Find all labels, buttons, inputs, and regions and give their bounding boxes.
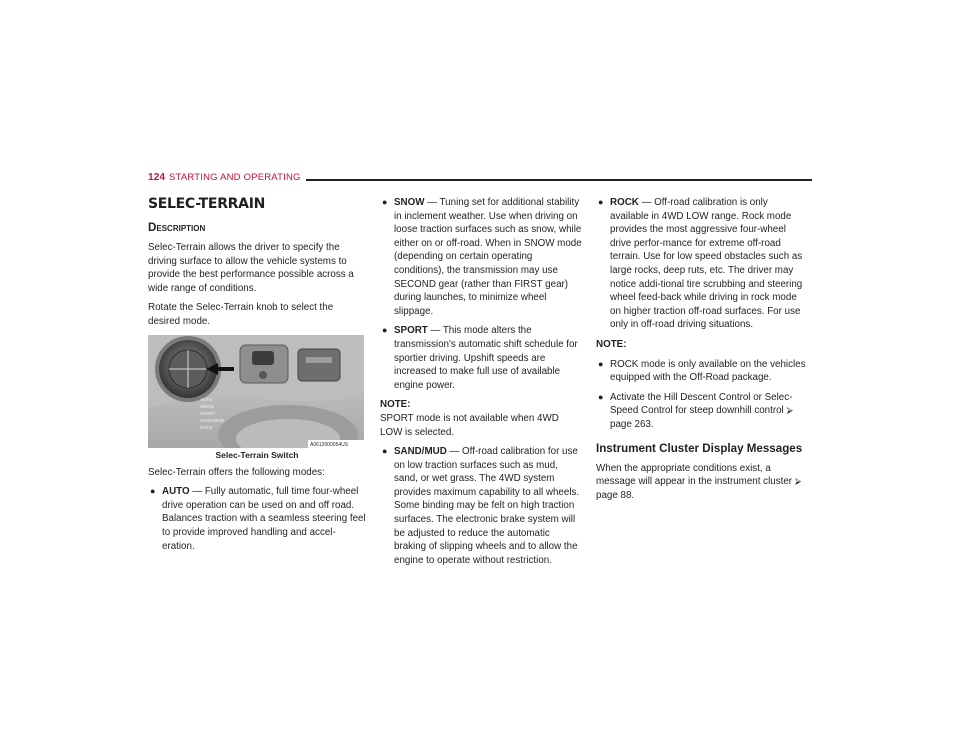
mode-rock-text: — Off-road calibration is only available in 4WD LOW range. Rock mode provides the most aggressive four-wheel drive perfor-mance for extreme off-road terrain. Use for low speed obstacles such as large rocks, deep ruts, etc. The driver may notice addi-tional tire scrubbing and steering wheel feed-back while driving in rock mode on higher traction off-road surfaces. For use only in off-road driving situations. <box>610 197 803 331</box>
xref-page-88[interactable]: page 88. <box>596 489 635 501</box>
note-item-text: Activate the Hill Descent Control or Selec-Speed Control for steep downhill control <box>610 391 793 417</box>
bullet-icon: ● <box>382 325 388 336</box>
section-title: STARTING AND OPERATING <box>169 172 301 183</box>
page-title: SELEC-TERRAIN <box>148 196 266 212</box>
knob-label-rock: ROCK <box>200 424 214 430</box>
column-1 <box>148 196 366 559</box>
mode-snow <box>380 196 582 318</box>
bullet-icon: ● <box>382 197 388 207</box>
cluster-text: When the appropriate conditions exist, a message will appear in the instrument cluster <box>596 462 795 488</box>
bullet-icon: ● <box>382 446 388 457</box>
modes-intro: Selec-Terrain offers the following modes: <box>148 466 325 478</box>
selec-terrain-figure <box>148 335 364 448</box>
bullet-icon: ● <box>598 358 604 369</box>
mode-sport <box>380 324 582 392</box>
mode-sport-term: SPORT <box>394 325 428 337</box>
mode-snow-text: — Tuning set for additional stability in inclement weather. Use when driving on loose traction surfaces such as snow, while either on or off-road. When in SNOW mode (depending on certain operating conditions), the transmission may use SECOND gear (rather than FIRST gear) during launches, to minimize wheel slippage. <box>394 197 582 317</box>
description-heading: Description <box>148 221 206 234</box>
column-3 <box>596 196 808 508</box>
mode-sand-mud-text: — Off-road calibration for use on low traction surfaces such as mud, sand, or wet grass. The 4WD system provides maximum capability to all wheels. Some binding may be felt on high traction surfaces. The electronic brake system will be adjusted to reduce the automatic braking of slipping wheels and to allow the engine to operate without restriction. <box>394 446 580 566</box>
mode-rock <box>596 196 808 332</box>
bullet-icon: ● <box>150 486 156 497</box>
knob-label-auto: AUTO <box>200 396 213 402</box>
bullet-icon: ● <box>598 197 604 207</box>
knob-label-sand-mud: SAND/MUD <box>200 417 225 423</box>
mode-sand-mud-term: SAND/MUD <box>394 446 447 458</box>
rotate-paragraph: Rotate the Selec-Terrain knob to select the desired mode. <box>148 302 334 327</box>
bullet-icon: ● <box>598 391 604 402</box>
figure-id: A0612000054US <box>310 441 349 448</box>
mode-auto <box>148 485 366 553</box>
mode-sport-text: — This mode alters the transmission's automatic shift schedule for sportier driving. Upshift speeds are increased to make full use of available engine power. <box>394 325 578 391</box>
page-number: 124 <box>148 172 166 183</box>
cluster-heading: Instrument Cluster Display Messages <box>596 441 803 455</box>
note-item <box>596 391 808 432</box>
note-item-text: ROCK mode is only available on the vehicles equipped with the Off-Road package. <box>610 358 806 384</box>
xref-arrow-icon: ⮚ <box>786 405 793 416</box>
column-2 <box>380 196 582 573</box>
note-label: NOTE: <box>596 338 627 350</box>
selec-terrain-switch-image <box>148 335 364 448</box>
mode-auto-term: AUTO <box>162 486 190 498</box>
note-item <box>596 358 808 385</box>
intro-paragraph: Selec-Terrain allows the driver to specify the driving surface to allow the vehicle systems to provide the best performance possible across a wide range of conditions. <box>148 242 354 294</box>
note-text: SPORT mode is not available when 4WD LOW is selected. <box>380 412 559 438</box>
page-header <box>148 172 812 186</box>
knob-label-snow: SNOW <box>200 403 214 409</box>
knob-label-sport: SPORT <box>200 410 216 416</box>
cluster-paragraph <box>596 462 808 503</box>
xref-arrow-icon: ⮚ <box>794 476 802 487</box>
xref-page-263[interactable]: page 263. <box>610 418 654 430</box>
header-rule <box>306 179 812 181</box>
figure-caption: Selec-Terrain Switch <box>215 449 299 460</box>
mode-rock-term: ROCK <box>610 197 639 208</box>
mode-auto-text: — Fully automatic, full time four-wheel drive operation can be used on and off road. Balances traction with a seamless steering feel to provide improved handling and accel-eration. <box>162 486 366 552</box>
mode-sand-mud <box>380 445 582 567</box>
note-label: NOTE: <box>380 399 411 411</box>
mode-snow-term: SNOW <box>394 197 425 208</box>
